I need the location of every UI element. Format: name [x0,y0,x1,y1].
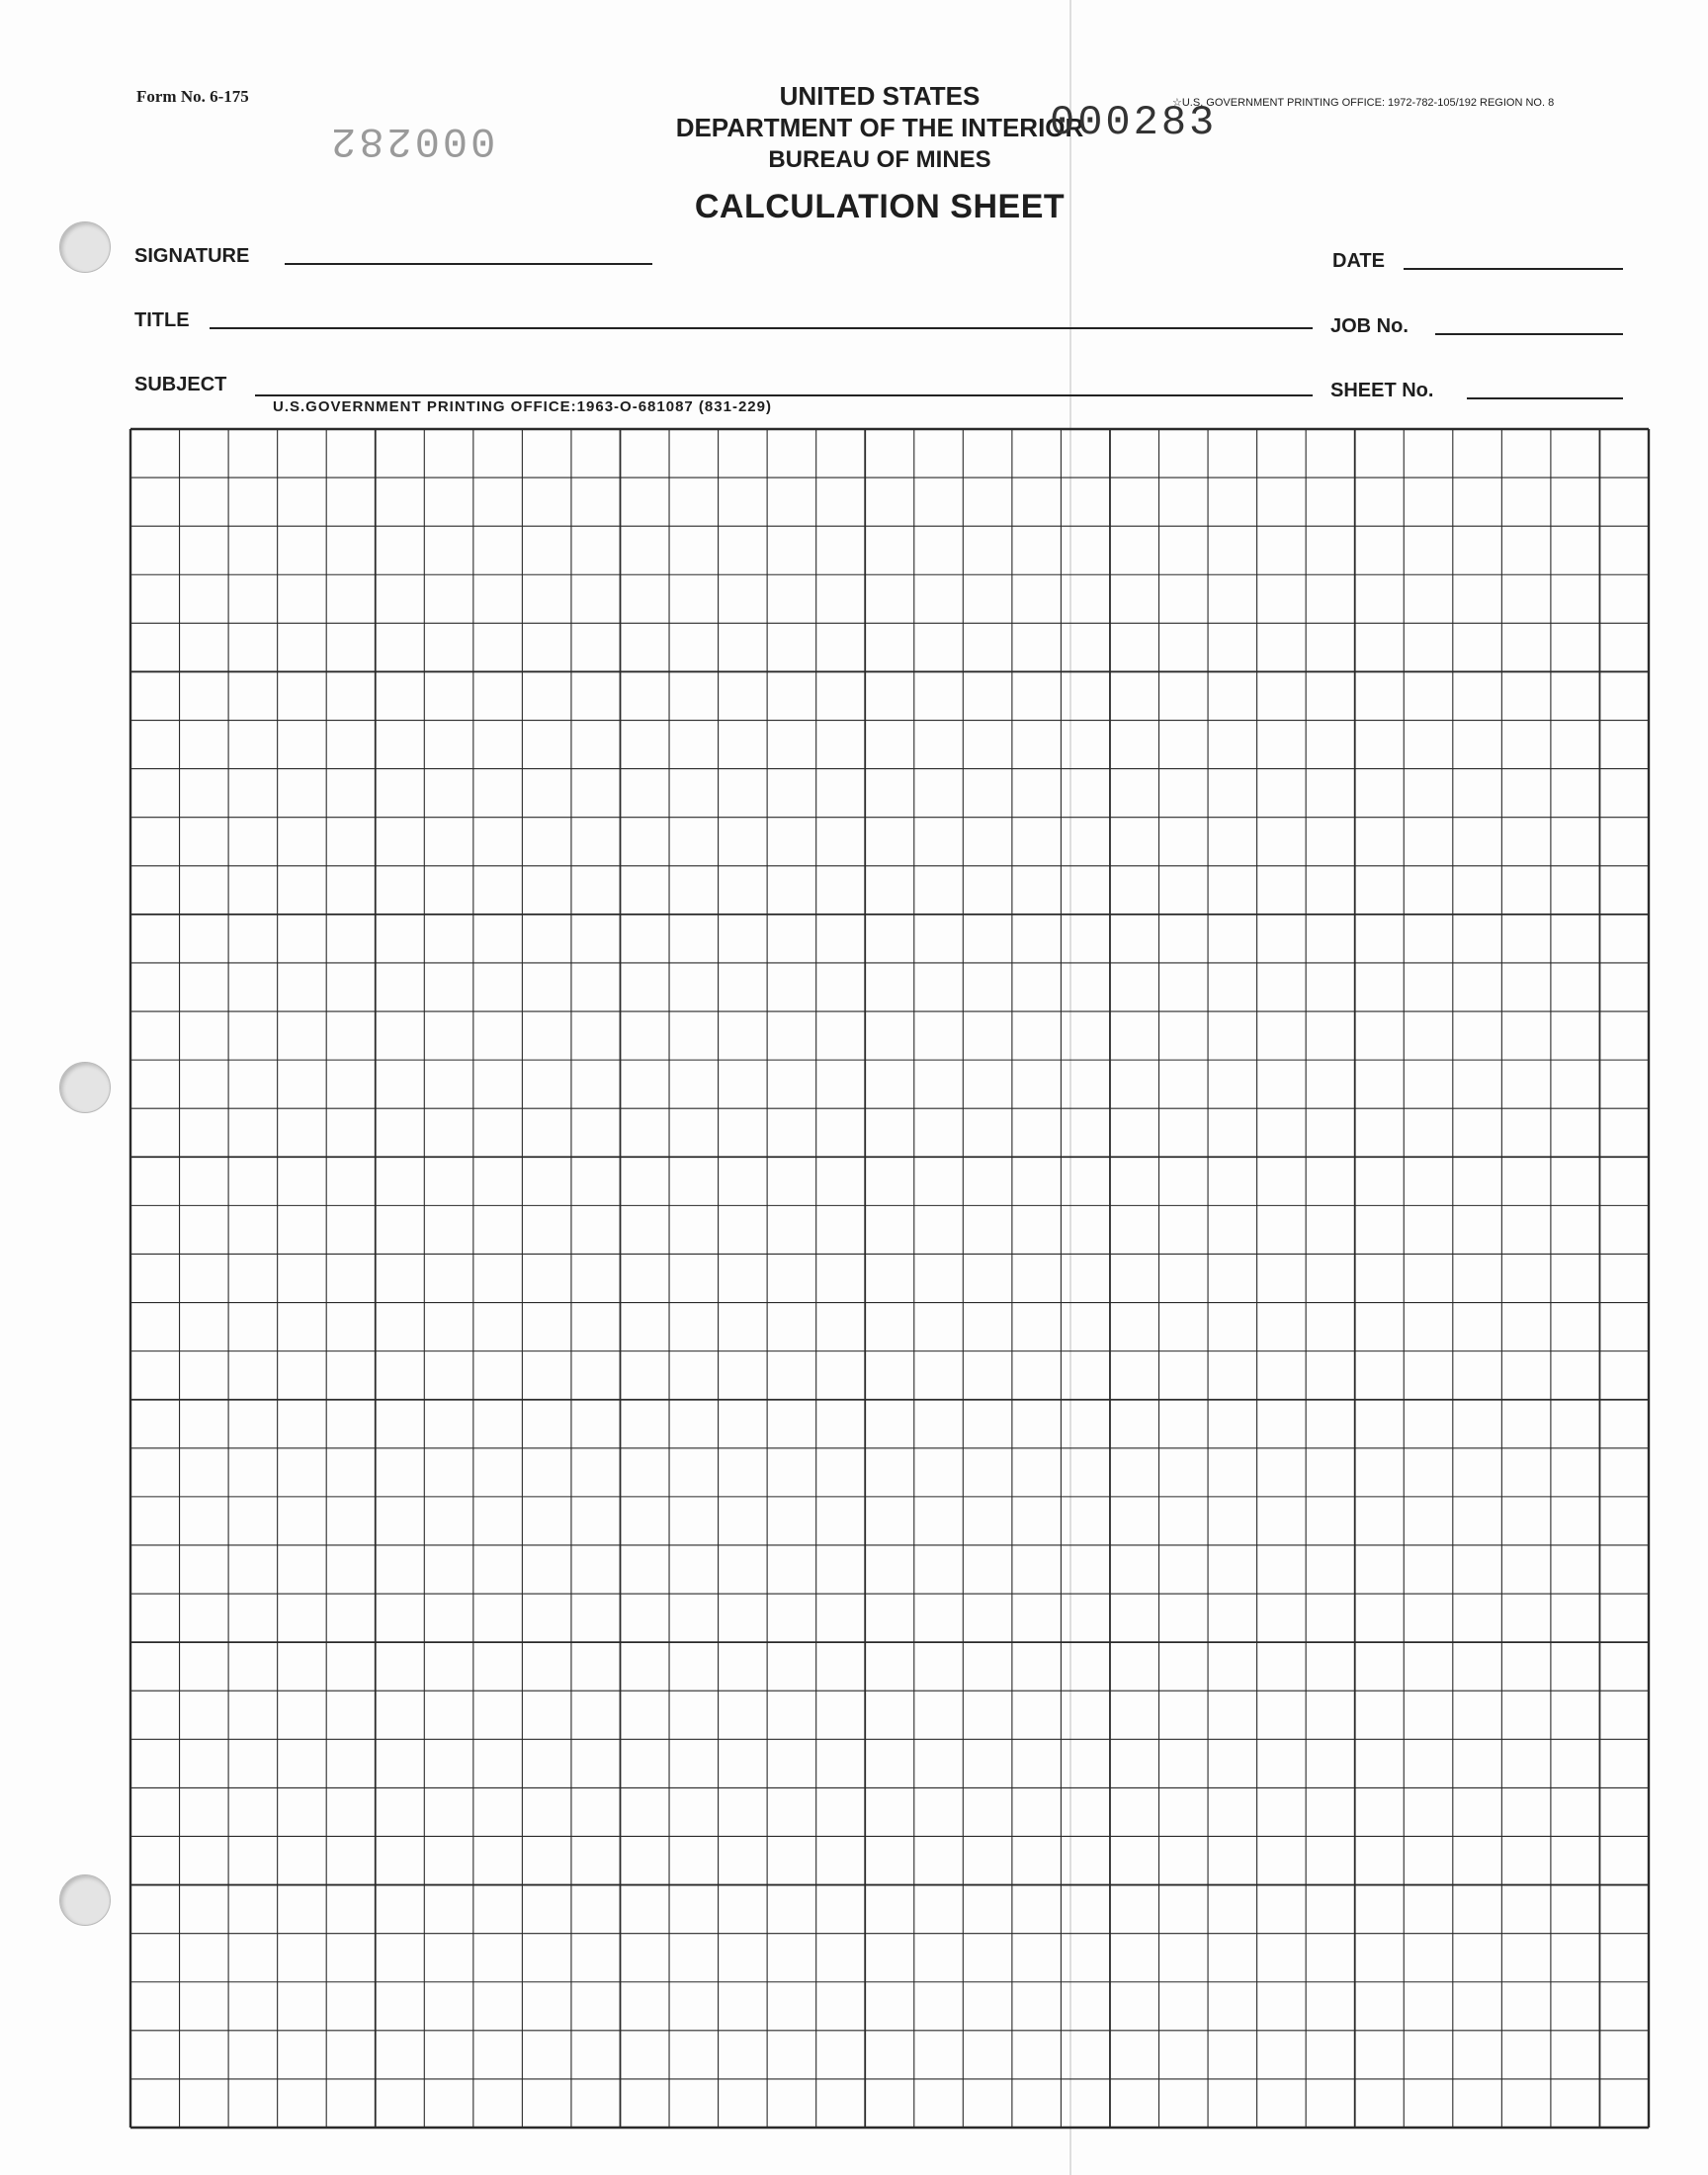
binder-hole-top [59,221,111,273]
faded-document-number: 000282 [328,117,496,164]
document-number-stamp: 000283 [1050,99,1218,146]
sheet-number-label: SHEET No. [1330,380,1434,401]
subject-field[interactable] [255,394,1313,396]
title-label: TITLE [134,309,190,331]
gpo-imprint-subject: U.S.GOVERNMENT PRINTING OFFICE:1963-O-681087 (831-229) [273,398,772,415]
agency-line-3: BUREAU OF MINES [768,146,991,173]
date-field[interactable] [1404,268,1623,270]
signature-label: SIGNATURE [134,245,250,267]
sheet-number-field[interactable] [1467,397,1623,399]
job-number-label: JOB No. [1330,315,1409,337]
title-field[interactable] [210,327,1313,329]
binder-hole-bottom [59,1874,111,1926]
calculation-grid [128,427,1651,2134]
date-label: DATE [1332,250,1385,272]
job-number-field[interactable] [1435,333,1623,335]
agency-line-2: DEPARTMENT OF THE INTERIOR [675,113,1084,142]
grid-svg [128,427,1651,2130]
binder-hole-middle [59,1062,111,1113]
form-number: Form No. 6-175 [136,87,249,106]
signature-field[interactable] [285,263,652,265]
agency-line-1: UNITED STATES [779,81,981,111]
gpo-imprint-top: ☆U.S. GOVERNMENT PRINTING OFFICE: 1972-782-105/192 REGION NO. 8 [1172,97,1555,109]
sheet-title: CALCULATION SHEET [694,188,1066,225]
subject-label: SUBJECT [134,374,227,395]
